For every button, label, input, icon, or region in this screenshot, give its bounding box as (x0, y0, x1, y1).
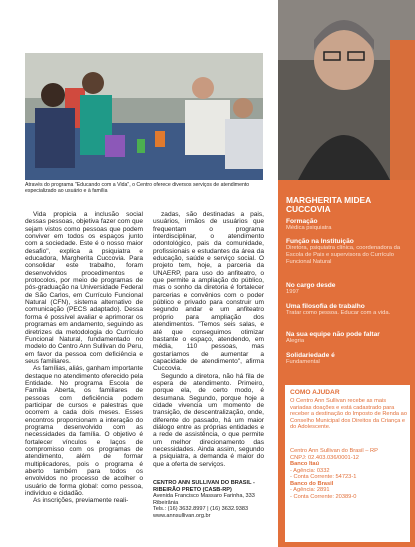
sidebar-item-value: Diretora, psiquiatra clínica, coordenadora da Escola de Pais e supervisora do Currículo Funcional Natural (286, 245, 401, 265)
sidebar-item-label: Solidariedade é (286, 352, 335, 359)
sidebar-item-label: Formação (286, 218, 318, 225)
sidebar-item (286, 218, 410, 232)
sidebar-item (286, 352, 410, 366)
bank-name: Banco do Brasil (290, 480, 334, 487)
sidebar-item-value: Alegria (286, 338, 305, 345)
portrait-photo (278, 0, 415, 180)
help-title: COMO AJUDAR (290, 389, 340, 396)
sidebar-item (286, 331, 410, 345)
article-column-2 (153, 211, 264, 468)
sidebar-item (286, 238, 410, 265)
bank-account: - Conta Corrente: 20389-0 (290, 493, 357, 500)
sidebar-item-value: Fundamental (286, 359, 320, 366)
article-column-1 (25, 211, 143, 505)
bank-agency: - Agência: 0332 (290, 467, 330, 474)
sidebar-item (286, 282, 410, 296)
person-name: MARGHERITA MIDEA CUCCOVIA (286, 195, 371, 215)
article-paragraph: Vida propicia a inclusão social dessas pessoas, objetiva fazer com que sejam vistos como pessoas que podem conviver em todos os espaços junto com a sociedade. Este é o nosso maior desafio", explica a psiquiatra e educadora, Margherita Cuccovia. Para consolidar este trabalho, foram desenvolvidos procedimentos e protocolos, por meio de programas de pós-graduação na Universidade Federal de São Carlos, em Currículo Funcional Natural (CFN), sistema alternativo de comunicação (PECS adaptado). Dessa forma é possível avaliar e aprimorar os programas em andamento, seguindo as diretrizes da metodologia do Currículo Funcional Natural, fundamentado no modelo do Centro Ann Sullivan do Peru, em favor da pessoa com deficiência e seus familiares. (25, 211, 143, 365)
bank-name: Banco Itaú (290, 461, 320, 467)
help-cnpj: CNPJ: 02.403.036/0001-12 (290, 454, 359, 461)
help-intro: O Centro Ann Sullivan recebe as mais variadas doações e está cadastrado para receber a destinação do Imposto de Renda ao Conselho Municipal dos Direitos da Criança e do Adolescente. (290, 398, 407, 430)
bank-agency: - Agência: 2891 (290, 487, 330, 493)
article-paragraph: Segundo a diretora, não há fila de espera de atendimento. Primeiro, porque ela, de certo modo, é desumana. Segundo, porque hoje a cidade vivencia um momento de transição, de descentralização, onde, diferente do passado, há um maior diálogo entre as próprias entidades e a rede de assistência, o que permite um melhor direcionamento das necessidades. Ainda assim, segundo a psiquiatra, a demanda é maior do que a oferta de serviços. (153, 372, 264, 468)
sidebar-item-label: No cargo desde (286, 282, 336, 289)
article-paragraph: As inscrições, previamente reali- (33, 497, 129, 505)
photo-caption: Através do programa "Educando com a Vida", o Centro oferece diversos serviços de atendimento especializado ao usuário e à família (25, 182, 250, 195)
article-paragraph: As famílias, aliás, ganham importante destaque no atendimento oferecido pela Entidade. No programa Escola de Família Aberta, os familiares de pessoas com deficiência podem participar de cursos e palestras que ocorrem a cada dois meses. Esses encontros proporcionam a interação do programa desenvolvido com as necessidades da família. O objetivo é fortalecer vínculos e laços de compromisso com os programas de atendimento, além de formar multiplicadores, pois o programa é aberto também para todos os envolvidos no processo de acolher o usuário de forma global: como pessoa, indivíduo e cidadão. (25, 365, 143, 498)
sidebar-item-value: 1997 (286, 289, 299, 296)
bank-account: - Conta Corrente: 54723-1 (290, 474, 357, 480)
contact-address: Avenida Francisco Massaro Farinha, 333 Ribeirânia (153, 493, 255, 506)
article-paragraph: zadas, são destinadas a pais, usuários, irmãos de usuários que frequentam o programa interdisciplinar, o atendimento odontológico, pais da comunidade, profissionais e estudantes da área da educação, saúde e serviço social. O projeto tem, hoje, a parceria da UNAERP, para uso do anfiteatro, o que permite a ampliação do público, mas o sonho da diretoria é fortalecer parcerias e convênios com o poder público e privado para construir um segundo andar e um anfiteatro próprio para ampliação dos atendimentos. "Temos seis salas, e até que conseguimos otimizar bastante o espaço, atendendo, em média, 110 pessoas, mas gostaríamos de aumentar a capacidade de atendimento", afirma Cuccovia. (153, 211, 264, 373)
contact-box (153, 480, 268, 520)
contact-name: CENTRO ANN SULLIVAN DO BRASIL - RIBEIRÃO PRETO (CASB-RP) (153, 480, 255, 493)
sidebar-item-label: Na sua equipe não pode faltar (286, 331, 380, 338)
sidebar-item (286, 303, 410, 317)
sidebar-item-value: Médica psiquiatra (286, 225, 332, 232)
help-org: Centro Ann Sullivan do Brasil – RP (290, 448, 378, 454)
main-photo (25, 53, 263, 180)
sidebar-item-value: Tratar como pessoa. Educar com a vida. (286, 310, 391, 317)
help-details (290, 448, 408, 500)
contact-phone: Tels.: (16) 3632.8997 | (16) 3632.9383 (153, 506, 249, 513)
contact-site[interactable]: www.annsullivan.org.br (153, 512, 211, 519)
sidebar-item-label: Função na Instituição (286, 238, 354, 245)
sidebar-item-label: Uma filosofia de trabalho (286, 303, 365, 310)
